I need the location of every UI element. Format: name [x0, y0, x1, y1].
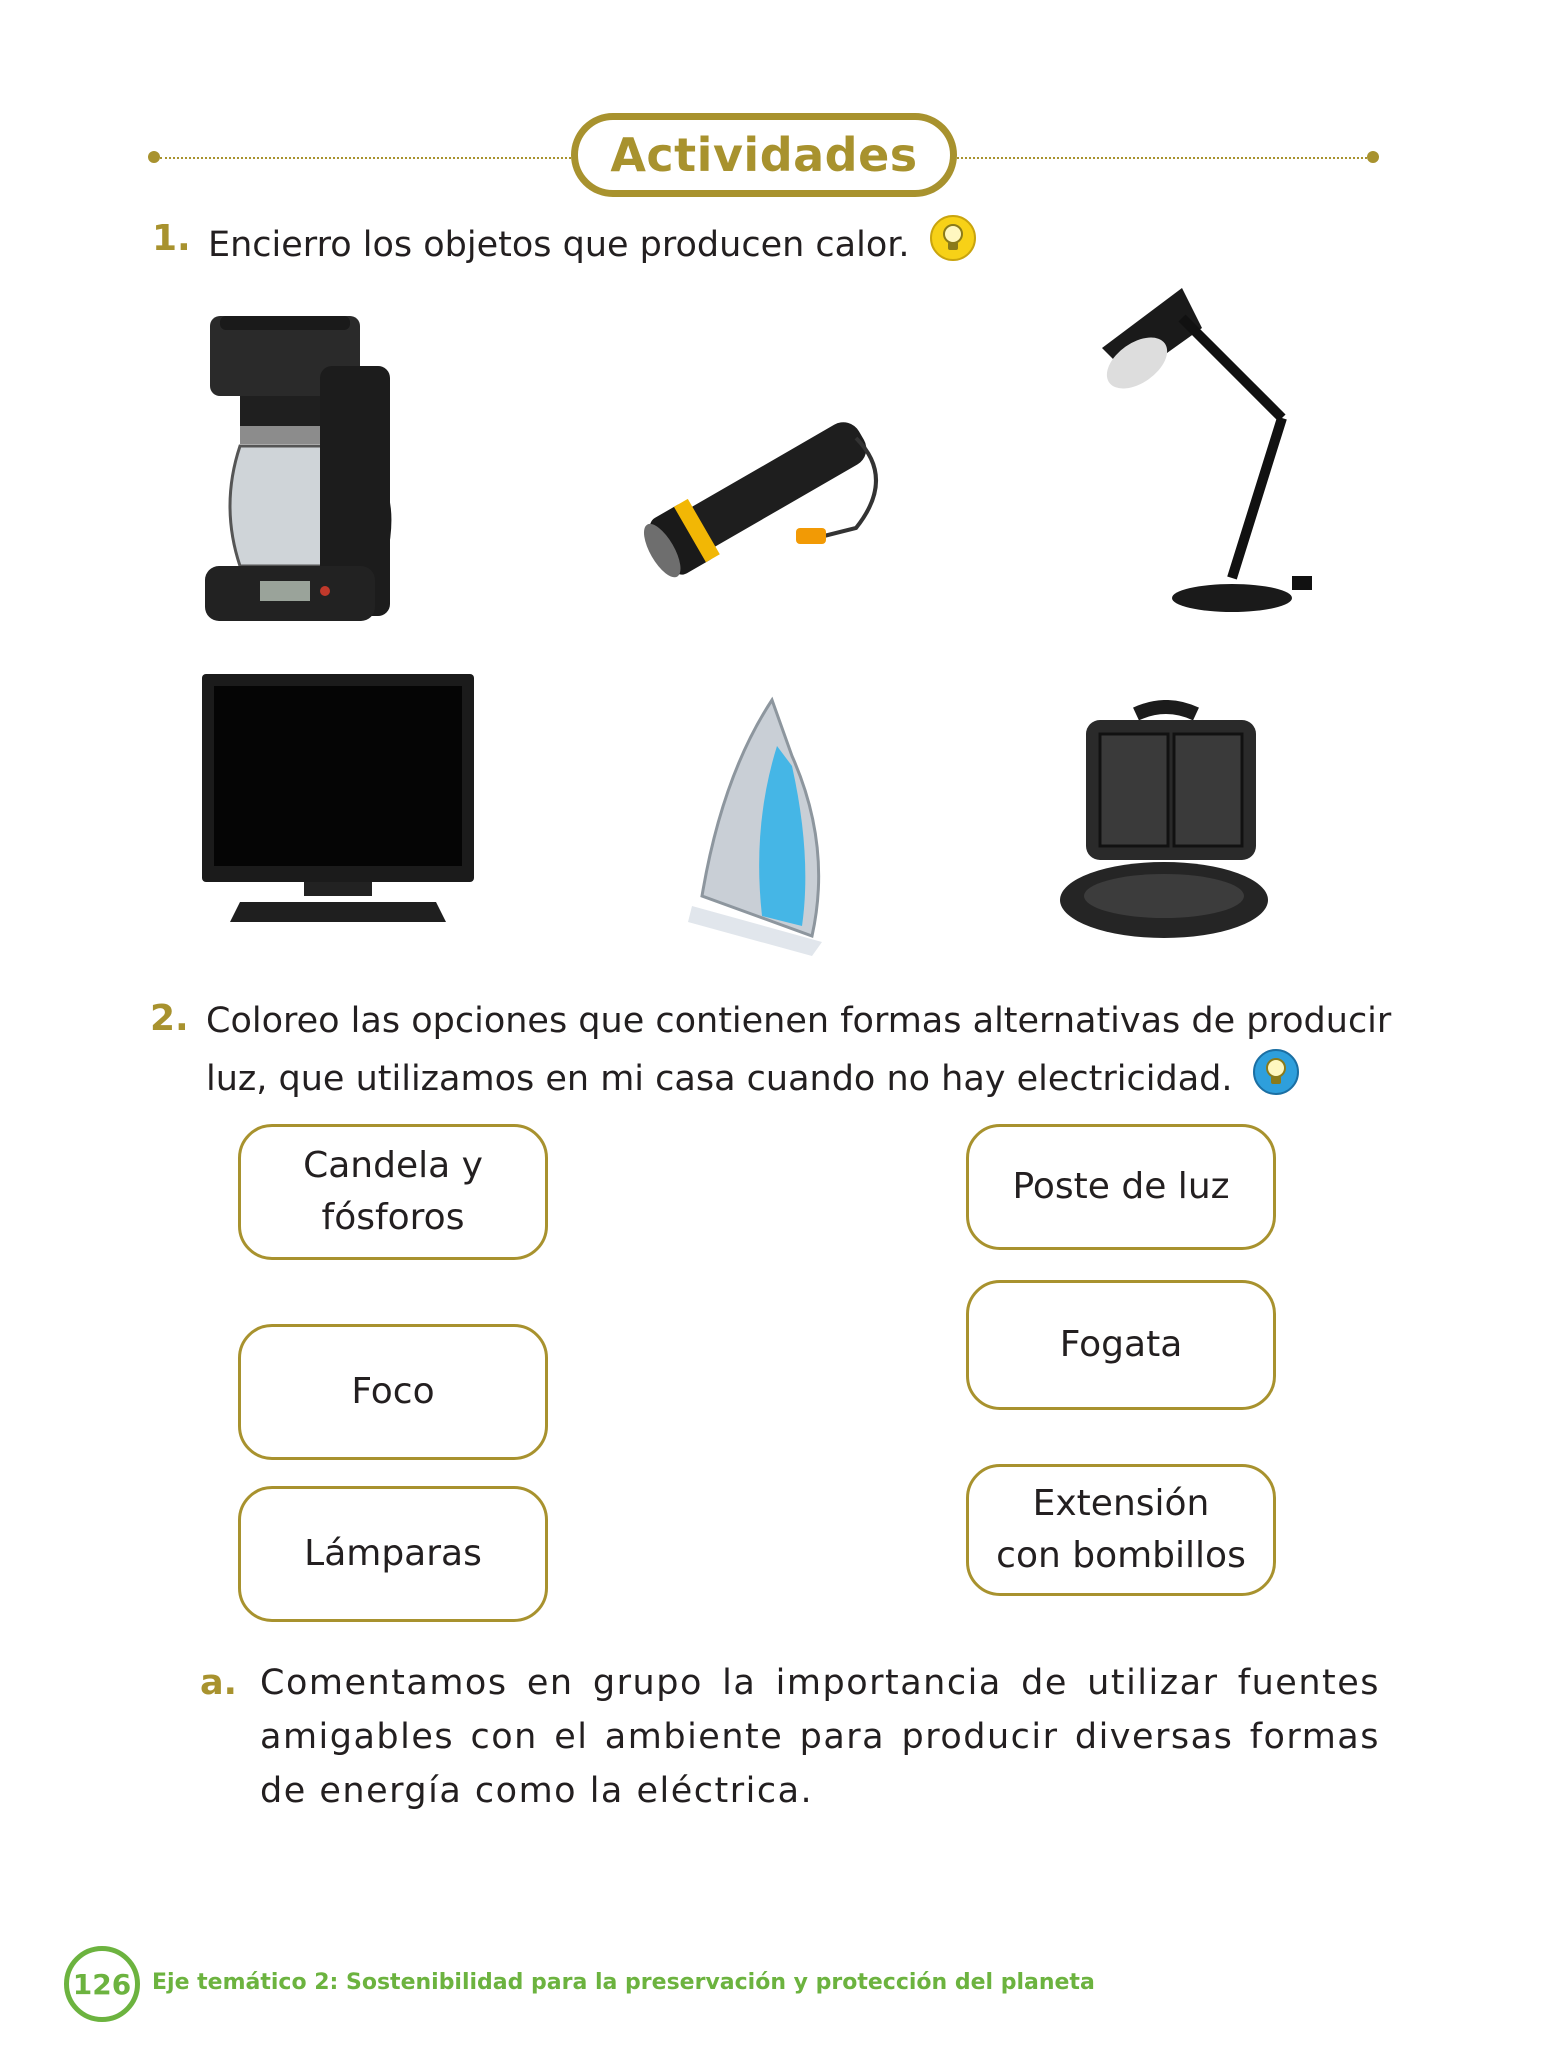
bulb-blue-icon	[1252, 1048, 1300, 1112]
television-image[interactable]	[200, 672, 476, 924]
option-candela-fosforos[interactable]	[238, 1124, 548, 1260]
option-line: Poste de luz	[1012, 1166, 1230, 1207]
rule-dot-left	[148, 151, 160, 163]
option-line: con bombillos	[996, 1535, 1246, 1576]
option-line: Extensión	[1032, 1483, 1210, 1524]
option-line: Foco	[351, 1371, 435, 1412]
option-extension-bombillos[interactable]	[966, 1464, 1276, 1596]
option-foco[interactable]	[238, 1324, 548, 1460]
subquestion-a-text: Comentamos en grupo la importancia de utilizar fuentes amigables con el ambiente para producir diversas formas de energía como la eléctrica.	[260, 1663, 1380, 1811]
question-1-label: Encierro los objetos que producen calor.	[208, 225, 910, 265]
option-line: Lámparas	[304, 1533, 482, 1574]
subquestion-a-letter: a.	[200, 1663, 237, 1703]
option-line: Fogata	[1059, 1324, 1183, 1365]
option-line: Candela y	[303, 1145, 483, 1186]
coffee-maker-image[interactable]	[200, 306, 414, 636]
rule-dot-right	[1367, 151, 1379, 163]
page-number: 126	[64, 1946, 140, 2022]
option-line: fósforos	[321, 1197, 465, 1238]
question-1-text	[208, 214, 977, 278]
footer-axis-text: Eje temático 2: Sostenibilidad para la preservación y protección del planeta	[152, 1970, 1095, 1995]
question-1-number: 1.	[152, 218, 191, 259]
desk-lamp-image[interactable]	[1092, 278, 1322, 618]
question-2-number: 2.	[150, 998, 189, 1039]
waffle-maker-image[interactable]	[1056, 700, 1272, 946]
question-2-line1: Coloreo las opciones que contienen formas alternativas de producir	[206, 1001, 1392, 1041]
flashlight-image[interactable]	[616, 398, 896, 588]
option-fogata[interactable]	[966, 1280, 1276, 1410]
dotted-rule-left	[160, 157, 571, 159]
dotted-rule-right	[957, 157, 1367, 159]
option-poste-de-luz[interactable]	[966, 1124, 1276, 1250]
question-2-line2-label: luz, que utilizamos en mi casa cuando no hay electricidad.	[206, 1059, 1233, 1099]
bulb-icon	[929, 214, 977, 278]
option-lamparas[interactable]	[238, 1486, 548, 1622]
iron-image[interactable]	[682, 696, 832, 958]
section-title: Actividades	[571, 113, 957, 197]
question-2-line2	[206, 1048, 1300, 1112]
